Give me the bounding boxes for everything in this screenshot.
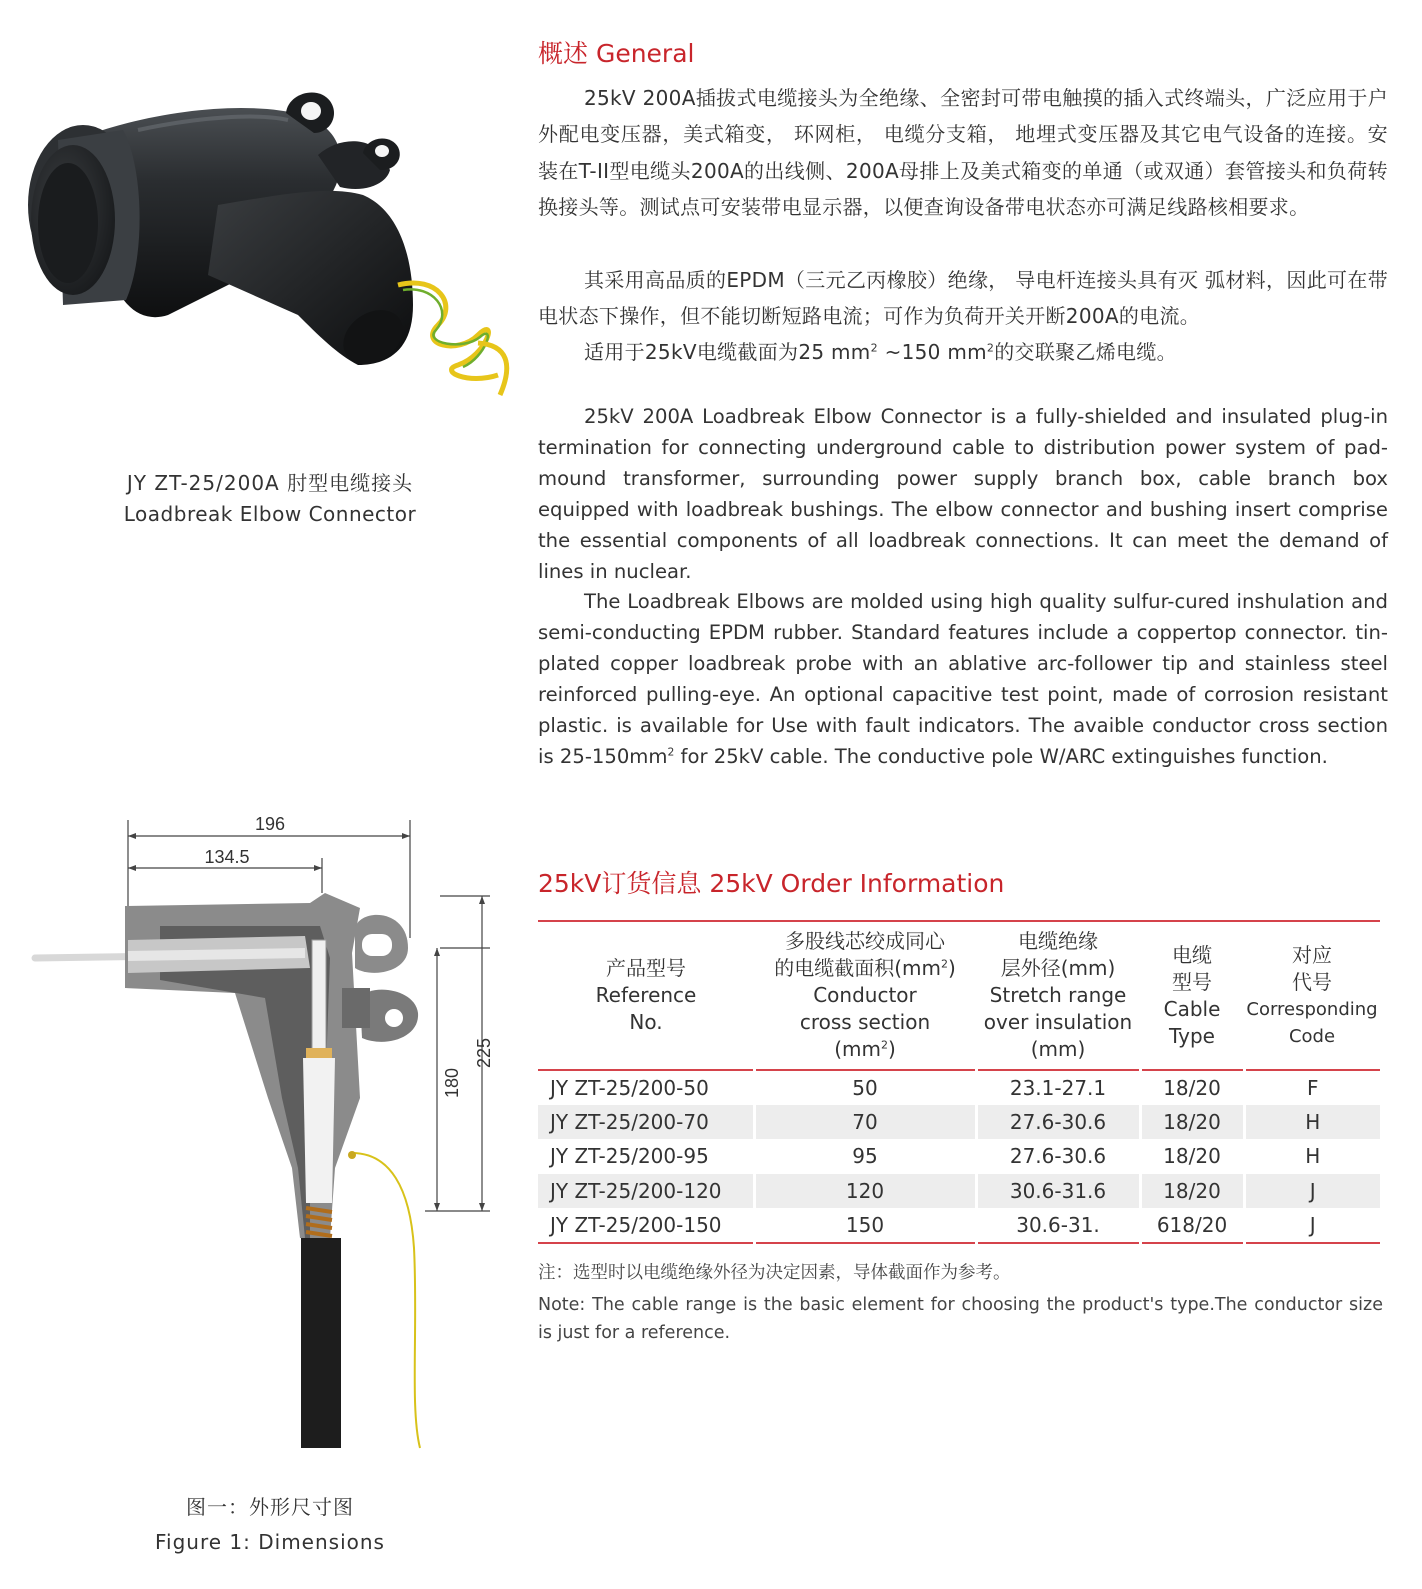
- dim-134: 134.5: [204, 847, 250, 867]
- table-row: [538, 1208, 1380, 1243]
- cell-cable-type: 18/20: [1140, 1139, 1244, 1173]
- table-row: [538, 1070, 1380, 1105]
- header-cs-cn-1: 多股线芯绞成同心: [785, 929, 945, 953]
- header-code-cn-2: 代号: [1292, 969, 1332, 994]
- general-en-paragraph-1: 25kV 200A Loadbreak Elbow Connector is a fully-shielded and insulated plug-in termination for connecting underground cable to distribution power system of pad-mound transformer, surrounding power supply branch box, cable branch box equipped with loadbreak bushings. The elbow connector and bushing insert comprise the essential components of all loadbreak connections. It can meet the demand of lines in nuclear.: [538, 405, 1388, 583]
- general-cn-paragraph-1: 25kV 200A插拔式电缆接头为全绝缘、全密封可带电触摸的插入式终端头，广泛应用于户外配电变压器，美式箱变， 环网柜， 电缆分支箱， 地埋式变压器及其它电气设备的连接。安装在T-II型电缆头200A的出线侧、200A母排上及美式箱变的单通（或双通）套管接头和负荷转换接头等。测试点可安装带电显示器，以便查询设备带电状态亦可满足线路核相要求。: [538, 86, 1388, 219]
- general-section-title: 概述 General: [538, 39, 695, 68]
- table-row: [538, 1105, 1380, 1139]
- en-p2-text-b: for 25kV cable. The conductive pole W/ARC extinguishes function.: [674, 744, 1328, 768]
- general-cn-paragraph-3: [538, 334, 1388, 370]
- header-type-en-2: Type: [1169, 1023, 1215, 1048]
- cell-reference: JY ZT-25/200-150: [550, 1212, 722, 1237]
- header-ins-cn-1: 电缆绝缘: [1018, 929, 1098, 953]
- cell-insulation: 23.1-27.1: [976, 1070, 1140, 1105]
- header-cs-cn-2-text: 的电缆截面积(mm: [774, 956, 941, 980]
- general-cn-paragraph-2: 其采用高品质的EPDM（三元乙丙橡胶）绝缘， 导电杆连接头具有灭 弧材料，因此可在带电状态下操作，但不能切断短路电流；可作为负荷开关开断200A的电流。: [538, 268, 1388, 329]
- header-ins-en-2: over insulation: [983, 1010, 1133, 1034]
- photo-caption-cn: JY ZT-25/200A 肘型电缆接头: [126, 471, 414, 495]
- cell-reference: JY ZT-25/200-70: [538, 1105, 754, 1139]
- header-ref-cn: 产品型号: [606, 956, 686, 980]
- cn-p3-text-c: 的交联聚乙烯电缆。: [994, 340, 1177, 364]
- header-code-cn-1: 对应: [1292, 942, 1332, 967]
- dim-225: 225: [474, 1037, 494, 1069]
- note-cn: 注：选型时以电缆绝缘外径为决定因素，导体截面作为参考。: [538, 1263, 1011, 1283]
- cell-cable-type: 18/20: [1140, 1070, 1244, 1105]
- header-type-cn-2: 型号: [1172, 969, 1212, 994]
- header-cs-en-3-text: (mm: [834, 1037, 881, 1061]
- order-table-header-row: [538, 921, 1380, 1070]
- header-type-cn-1: 电缆: [1172, 942, 1212, 967]
- header-ins-cn-2: 层外径(mm): [1000, 956, 1116, 980]
- order-section-title: 25kV订货信息 25kV Order Information: [538, 869, 1005, 898]
- dim-196: 196: [254, 814, 286, 834]
- cn-p3-text-a: 适用于25kV电缆截面为25 mm: [584, 340, 871, 364]
- header-cs-cn-2-sup: 2: [940, 957, 948, 971]
- header-ins-en-3: (mm): [1030, 1037, 1086, 1061]
- product-photo: [18, 75, 518, 405]
- cell-cable-type: 18/20: [1140, 1105, 1244, 1139]
- cell-cable-type: 618/20: [1140, 1208, 1244, 1243]
- cell-cross-section: 70: [754, 1105, 976, 1139]
- header-ref-en-1: Reference: [595, 983, 697, 1007]
- header-corresponding-code: [1244, 921, 1380, 1070]
- cell-cross-section: 95: [754, 1139, 976, 1173]
- table-row: [538, 1174, 1380, 1208]
- cn-p3-sup-1: 2: [870, 341, 878, 355]
- cell-code: J: [1244, 1174, 1380, 1208]
- note-en: Note: The cable range is the basic element for choosing the product's type.The conductor size is just for a reference.: [538, 1295, 1383, 1343]
- cn-p3-sup-2: 2: [986, 341, 995, 355]
- cell-cross-section: 50: [754, 1070, 976, 1105]
- dimension-drawing: [30, 808, 500, 1458]
- figure-caption-en: Figure 1: Dimensions: [155, 1530, 385, 1554]
- cell-code: H: [1244, 1139, 1380, 1173]
- header-insulation-range: [976, 921, 1140, 1070]
- figure-caption-cn: 图一：外形尺寸图: [186, 1495, 354, 1519]
- header-cs-en-1: Conductor: [813, 983, 917, 1007]
- header-type-en-1: Cable: [1163, 996, 1221, 1021]
- photo-caption-en: Loadbreak Elbow Connector: [123, 502, 417, 526]
- header-cs-en-2: cross section: [799, 1010, 931, 1034]
- cell-code: H: [1244, 1105, 1380, 1139]
- cell-code: F: [1244, 1070, 1380, 1105]
- header-cs-cn-2-end: ): [947, 956, 956, 980]
- header-code-en-1: Corresponding: [1246, 998, 1378, 1020]
- header-ins-en-1: Stretch range: [989, 983, 1127, 1007]
- header-cs-cn-2: [754, 955, 976, 982]
- header-cable-type: [1140, 921, 1244, 1070]
- en-p2-sup: 2: [667, 745, 675, 758]
- cell-cross-section: 150: [754, 1208, 976, 1243]
- cell-insulation: 30.6-31.6: [976, 1174, 1140, 1208]
- cell-cable-type: 18/20: [1140, 1174, 1244, 1208]
- cell-reference: JY ZT-25/200-120: [538, 1174, 754, 1208]
- header-ref-en-2: No.: [629, 1010, 663, 1034]
- header-cs-en-3: [754, 1036, 976, 1063]
- table-row: [538, 1139, 1380, 1173]
- cn-p3-text-b: ~150 mm: [877, 340, 987, 364]
- general-en-paragraph-2: [538, 587, 1388, 772]
- header-reference: [538, 921, 754, 1070]
- header-code-en-2: Code: [1288, 1025, 1336, 1047]
- cell-insulation: 27.6-30.6: [976, 1105, 1140, 1139]
- en-p2-text-a: The Loadbreak Elbows are molded using high quality sulfur-cured inshulation and semi-conducting EPDM rubber. Standard features include a coppertop connector. tin-plated copper loadbreak probe with an ablative arc-follower tip and stainless steel reinforced pulling-eye. An optional capacitive test point, made of corrosion resistant plastic. is available for Use with fault indicators. The avaible conductor cross section is 25-150mm: [538, 590, 1388, 768]
- cell-cross-section: 120: [754, 1174, 976, 1208]
- order-table: [538, 920, 1380, 1244]
- header-cs-en-3-sup: 2: [880, 1038, 888, 1052]
- dim-180: 180: [442, 1067, 462, 1099]
- cell-insulation: 30.6-31.: [976, 1208, 1140, 1243]
- cell-insulation: 27.6-30.6: [976, 1139, 1140, 1173]
- cell-reference: JY ZT-25/200-95: [550, 1144, 709, 1169]
- header-cs-en-3-end: ): [887, 1037, 896, 1061]
- cell-code: J: [1244, 1208, 1380, 1243]
- header-conductor-cross-section: [754, 921, 976, 1070]
- cell-reference: JY ZT-25/200-50: [550, 1076, 709, 1101]
